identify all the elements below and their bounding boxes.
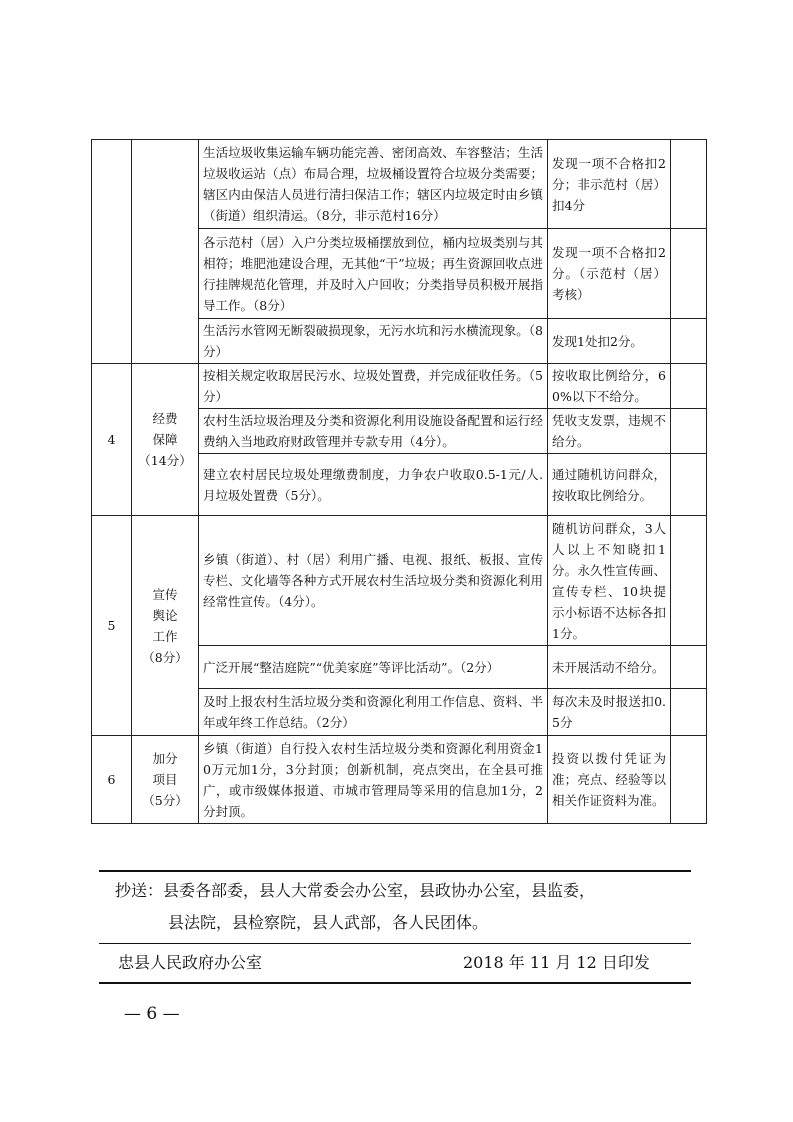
score-cell: [671, 140, 707, 229]
category-bonus: 加分 项目 （5分）: [132, 736, 199, 824]
score-cell: [671, 736, 707, 824]
category-funding: 经费 保障 （14分）: [132, 364, 199, 516]
cc-line-2: 县法院，县检察院，县人武部，各人民团体。: [168, 913, 489, 932]
criteria-content: 及时上报农村生活垃圾分类和资源化利用工作信息、资料、半年或年终工作总结。（2分）: [199, 689, 548, 736]
scoring-rule: 凭收支发票，违规不给分。: [548, 409, 671, 454]
scoring-rule: 发现一项不合格扣2分。（示范村（居）考核）: [548, 229, 671, 319]
category-3: [132, 140, 199, 364]
item-number-4: 4: [92, 364, 132, 516]
score-cell: [671, 229, 707, 319]
footer-top-rule: [99, 870, 691, 872]
scoring-rule: 按收取比例给分，60%以下不给分。: [548, 364, 671, 409]
criteria-content: 乡镇（街道）自行投入农村生活垃圾分类和资源化利用资金10万元加1分，3分封顶；创新机制，亮点突出，在全县可推广，或市级媒体报道、市城市管理局等采用的信息加1分，2分封顶。: [199, 736, 548, 824]
footer-middle-rule: [99, 943, 691, 944]
score-cell: [671, 516, 707, 646]
issuer-name: 忠县人民政府办公室: [118, 953, 263, 972]
criteria-content: 建立农村居民垃圾处理缴费制度，力争农户收取0.5-1元/人.月垃圾处置费（5分）。: [199, 454, 548, 516]
evaluation-table: [91, 139, 707, 824]
score-cell: [671, 646, 707, 689]
footer-bottom-rule: [99, 982, 691, 984]
score-cell: [671, 319, 707, 364]
issue-date: 2018 年 11 月 12 日印发: [463, 953, 650, 972]
criteria-content: 各示范村（居）入户分类垃圾桶摆放到位，桶内垃圾类别与其相符；堆肥池建设合理，无其他“干”垃圾；再生资源回收点进行挂牌规范化管理，并及时入户回收；分类指导员积极开展指导工作。（8分）: [199, 229, 548, 319]
criteria-content: 生活污水管网无断裂破损现象，无污水坑和污水横流现象。（8分）: [199, 319, 548, 364]
score-cell: [671, 689, 707, 736]
criteria-content: 农村生活垃圾治理及分类和资源化利用设施设备配置和运行经费纳入当地政府财政管理并专款专用（4分）。: [199, 409, 548, 454]
criteria-content: 按相关规定收取居民污水、垃圾处置费，并完成征收任务。（5分）: [199, 364, 548, 409]
item-number-5: 5: [92, 516, 132, 736]
criteria-content: 生活垃圾收集运输车辆功能完善、密闭高效、车容整洁；生活垃圾收运站（点）布局合理，垃圾桶设置符合垃圾分类需要；辖区内由保洁人员进行清扫保洁工作；辖区内垃圾定时由乡镇（街道）组织清运。（8分，非示范村16分）: [199, 140, 548, 229]
item-number-3: [92, 140, 132, 364]
scoring-rule: 每次未及时报送扣0.5分: [548, 689, 671, 736]
criteria-content: 乡镇（街道）、村（居）利用广播、电视、报纸、板报、宣传专栏、文化墙等各种方式开展农村生活垃圾分类和资源化利用经常性宣传。（4分）。: [199, 516, 548, 646]
page-number: — 6 —: [124, 1004, 180, 1024]
item-number-6: 6: [92, 736, 132, 824]
scoring-rule: 通过随机访问群众，按收取比例给分。: [548, 454, 671, 516]
score-cell: [671, 364, 707, 409]
category-publicity: 宣传 舆论 工作 （8分）: [132, 516, 199, 736]
scoring-rule: 投资以拨付凭证为准；亮点、经验等以相关作证资料为准。: [548, 736, 671, 824]
criteria-content: 广泛开展“整洁庭院”“优美家庭”等评比活动”。（2分）: [199, 646, 548, 689]
scoring-rule: 随机访问群众，3人人以上不知晓扣1分。永久性宣传画、宣传专栏、10块提示小标语不达标各扣1分。: [548, 516, 671, 646]
score-cell: [671, 409, 707, 454]
cc-line-1: 抄送：县委各部委，县人大常委会办公室，县政协办公室，县监委，: [115, 881, 596, 900]
score-cell: [671, 454, 707, 516]
scoring-rule: 发现1处扣2分。: [548, 319, 671, 364]
scoring-rule: 发现一项不合格扣2分；非示范村（居）扣4分: [548, 140, 671, 229]
scoring-rule: 未开展活动不给分。: [548, 646, 671, 689]
